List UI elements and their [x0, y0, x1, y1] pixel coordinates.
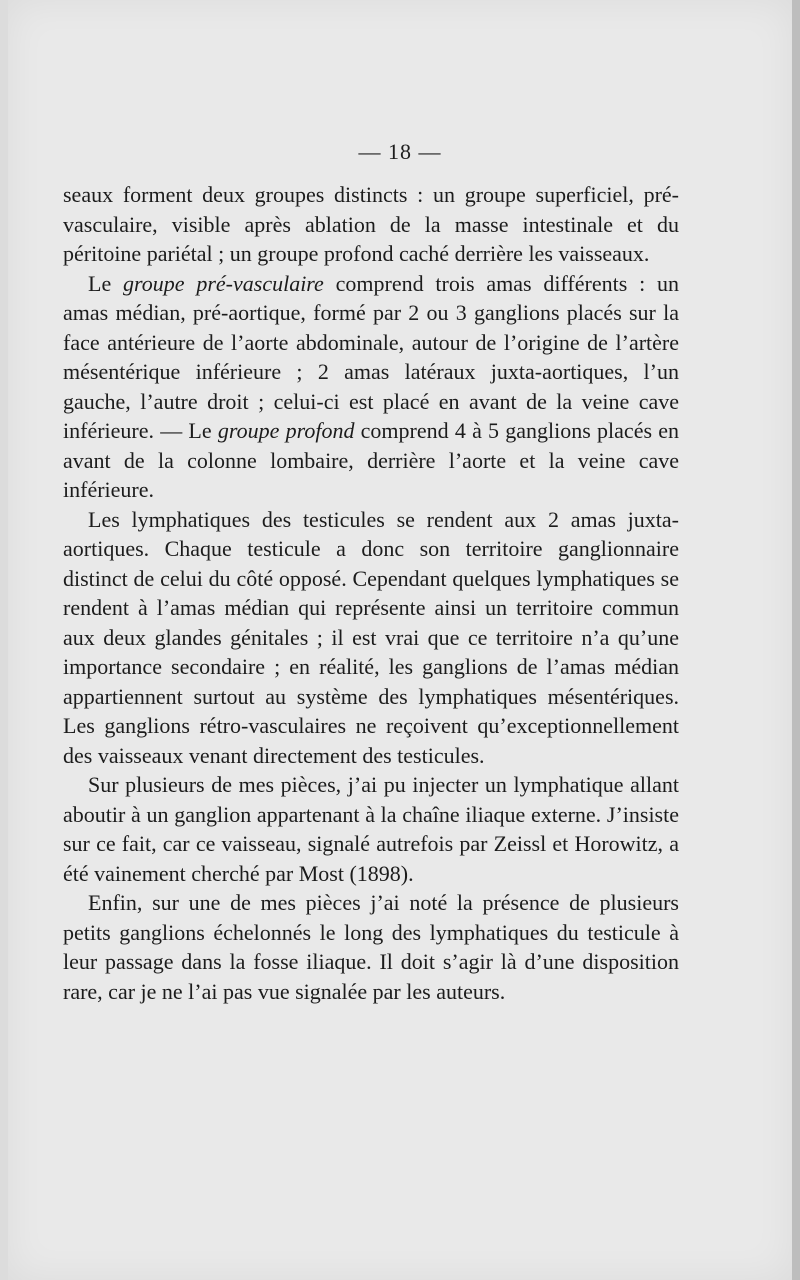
body-text — [63, 180, 679, 1006]
italic-term: groupe pré-vasculaire — [123, 270, 324, 296]
paragraph — [63, 269, 679, 505]
text-segment: seaux forment deux groupes distincts : un groupe superficiel, pré-vasculaire, visible après ablation de la masse intestinale et du péritoine pariétal ; un groupe profond caché derrière les vaisseaux. — [63, 182, 679, 266]
page-number: — 18 — — [358, 139, 442, 164]
text-segment: Le — [88, 270, 124, 296]
italic-term: groupe profond — [217, 418, 355, 443]
text-segment: Les lymphatiques des testicules se rendent aux 2 amas juxta-aortiques. Chaque testicule a donc son territoire ganglionnaire distinct de celui du côté opposé. Cependant quelques lymphatiques se rendent à l’amas médian qui représente ainsi un territoire commun aux deux glandes génitales ; il est vrai que ce territoire n’a qu’une importance secondaire ; en réalité, les ganglions de l’amas médian appartiennent surtout au système des lymphatiques mésentériques. Les ganglions rétro-vasculaires ne reçoivent qu’exceptionnellement des vaisseaux venant directement des testicules. — [63, 506, 679, 768]
paragraph — [63, 505, 679, 771]
text-segment: comprend trois amas différents : un amas médian, pré-aortique, formé par 2 ou 3 ganglions placés sur la face antérieure de l’aorte abdominale, autour de l’origine de l’artère mésentérique inférieure ; 2 amas latéraux juxta-aortiques, l’un gauche, l’autre droit ; celui-ci est placé en avant de la veine cave inférieure. — Le — [63, 270, 679, 443]
paragraph — [63, 888, 679, 1006]
page-edge — [792, 0, 800, 1280]
paragraph — [63, 770, 679, 888]
text-segment: Enfin, sur une de mes pièces j’ai noté la présence de plusieurs petits ganglions échelonnés le long des lymphatiques du testicule à leur passage dans la fosse iliaque. Il doit s’agir là d’une disposition rare, car je ne l’ai pas vue signalée par les auteurs. — [63, 890, 679, 1004]
text-segment: comprend 4 à 5 ganglions placés en avant de la colonne lombaire, derrière l’aorte et la veine cave inférieure. — [63, 418, 679, 502]
paragraph — [63, 180, 679, 269]
text-segment: Sur plusieurs de mes pièces, j’ai pu injecter un lymphatique allant aboutir à un ganglion appartenant à la chaîne iliaque externe. J’insiste sur ce fait, car ce vaisseau, signalé autrefois par Zeissl et Horowitz, a été vainement cherché par Most (1898). — [63, 772, 679, 886]
